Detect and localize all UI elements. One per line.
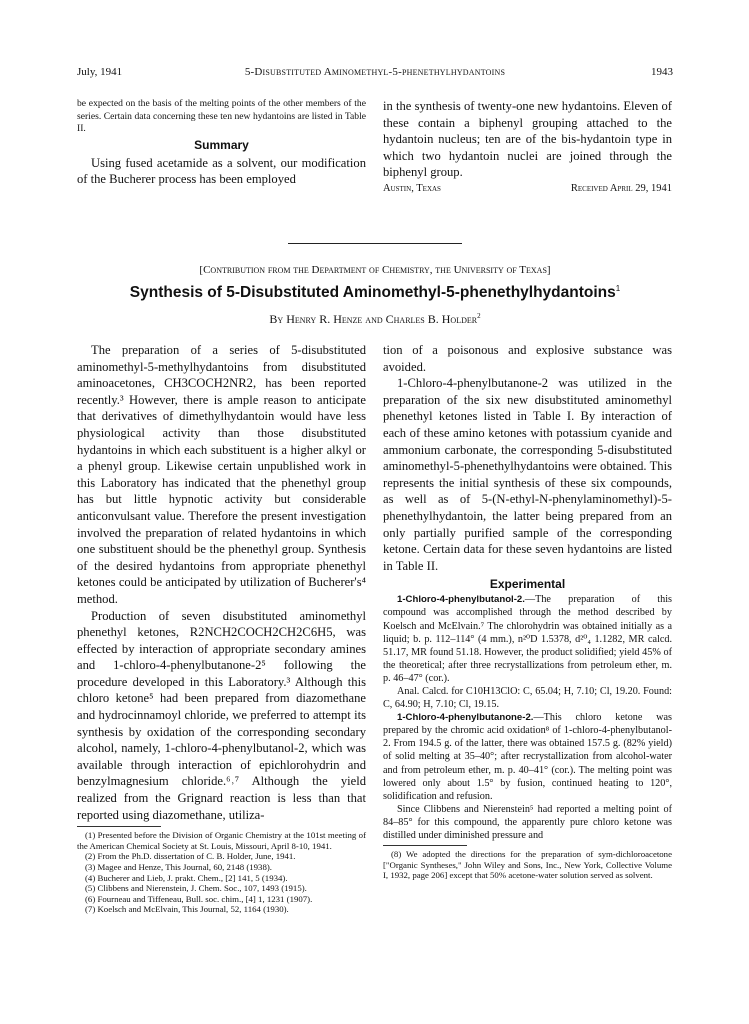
footnote: (2) From the Ph.D. dissertation of C. B. Holder, June, 1941. (85, 851, 296, 862)
title-footnote-mark: 1 (615, 284, 621, 293)
byline-by: By (269, 312, 284, 326)
running-title: 5-Disubstituted Aminomethyl-5-phenethylhydantoins (244, 66, 506, 78)
article-title (77, 284, 673, 302)
location: Austin, Texas (383, 182, 441, 194)
footnote-8: (8) We adopted the directions for the preparation of sym-dichloroacetone ["Organic Syntheses," John Wiley and Sons, Inc., New York, Collective Volume I, 1932, page 206] except that 50% acetone-water solution served as solvent. (383, 849, 672, 881)
author-holder: Charles B. Holder (385, 312, 478, 326)
runin-title-chlorobutanol: 1-Chloro-4-phenylbutanol-2. (397, 594, 525, 606)
previous-article-right-column (383, 98, 672, 194)
article-left-column (77, 342, 366, 915)
author-footnote-mark: 2 (477, 312, 481, 320)
footnotes (77, 830, 366, 915)
article-right-column (383, 342, 672, 881)
experimental-paragraph-1 (383, 593, 672, 685)
article-title-text: Synthesis of 5-Disubstituted Aminomethyl-5-phenethylhydantoins (129, 284, 616, 302)
footnote: (7) Koelsch and McElvain, This Journal, 52, 1164 (1930). (85, 904, 289, 915)
issue-date: July, 1941 (77, 66, 123, 78)
previous-article-left-column (77, 98, 366, 188)
footnote: (5) Clibbens and Nierenstein, J. Chem. Soc., 107, 1493 (1915). (85, 883, 307, 894)
byline-and: and (365, 312, 383, 326)
footnote: (6) Fourneau and Tiffeneau, Bull. soc. chim., [4] 1, 1231 (1907). (85, 893, 313, 904)
experimental-heading: Experimental (489, 577, 566, 592)
footnote-divider-right (383, 845, 467, 846)
preparation-paragraph: 1-Chloro-4-phenylbutanone-2 was utilized in the preparation of the six new disubstituted aminomethyl phenethyl ketones listed in Table I. By interaction of each of these amino ketones with potassium cyanide and ammonium carbonate, the corresponding 5-disubstituted aminomethyl-5-phenethylhydantoins were obtained. This represents the initial synthesis of these six compounds, as well as of 5-(N-ethyl-N-phenylaminomethyl)-5-phenethylhydantoin, the latter being prepared from an only partially purified sample of the corresponding ketone. Certain data for these seven hydantoins are listed in Table II. (383, 376, 672, 573)
experimental-paragraph-3: Since Clibbens and Nierenstein⁵ had reported a melting point of 84–85° for this compound, the apparently pure chloro ketone was distilled under diminished pressure and (383, 803, 672, 841)
footnote: (3) Magee and Henze, This Journal, 60, 2148 (1938). (85, 862, 272, 872)
received-date: Received April 29, 1941 (570, 182, 672, 194)
footnote: (1) Presented before the Division of Organic Chemistry at the 101st meeting of the American Chemical Society at St. Louis, Missouri, April 8-10, 1941. (77, 830, 366, 851)
experimental-paragraph-2 (383, 711, 672, 803)
summary-text-left: Using fused acetamide as a solvent, our modification of the Bucherer process has been employed (77, 155, 366, 187)
intro-paragraph: The preparation of a series of 5-disubstituted aminomethyl-5-methylhydantoins from disubstituted aminoacetones, CH3COCH2NR2, has been reported recently.³ However, there is ample reason to anticipate that derivatives of dimethylhydantoin would have less physiological activity than those disubstituted hydantoins in which each substituent is a higher alkyl or a phenyl group. Likewise certain unpublished work in this Laboratory has indicated that the phenethyl group has but little hypnotic activity but considerable anticonvulsant value. Therefore the present investigation involved the preparation of related hydantoins in which one substituent should be the phenethyl group. Synthesis of the desired hydantoins from appropriate phenethyl ketones could be anticipated by utilization of Bucherer's⁴ method. (77, 343, 366, 606)
analysis-line: Anal. Calcd. for C10H13ClO: C, 65.04; H, 7.10; Cl, 19.20. Found: C, 64.90; H, 7.10; Cl, 19.15. (383, 685, 672, 711)
experimental-text-1: —The preparation of this compound was accomplished through the method described by Koelsch and McElvain.⁷ The chlorohydrin was obtained initially as a liquid; b. p. 112–114° (4 mm.), n²⁰D 1.5378, d²⁰₄ 1.1282, MR calcd. 51.17, MR found 51.18. However, the product solidified; yield 45% of the theoretical; after three recrystallizations from petroleum ether, m. p. 46–47° (cor.). (383, 594, 672, 684)
footnote-divider (77, 826, 161, 827)
section-divider (288, 243, 462, 244)
byline (77, 312, 673, 327)
received-line (383, 183, 672, 194)
runin-title-chlorobutanone: 1-Chloro-4-phenylbutanone-2. (397, 712, 534, 724)
continuation-paragraph: tion of a poisonous and explosive substance was avoided. (383, 343, 672, 374)
previous-article-text: be expected on the basis of the melting points of the other members of the series. Certain data concerning these ten new hydantoins are listed in Table II. (77, 98, 366, 135)
author-henze: Henry R. Henze (286, 312, 363, 326)
page-number: 1943 (651, 66, 673, 78)
summary-text-right: in the synthesis of twenty-one new hydantoins. Eleven of these contain a biphenyl grouping attached to the hydantoin nucleus; ten are of the bis-hydantoin type in which two hydantoin nuclei are joined through the biphenyl group. (383, 99, 672, 180)
experimental-text-2: —This chloro ketone was prepared by the chromic acid oxidation⁸ of 1-chloro-4-phenylbutanol-2. From 194.5 g. of the latter, there was obtained 157.5 g. (82% yield) of solid melting at 35–40°; after recrystallization from alcohol-water and from petroleum ether, m. p. 40–41° (cor.). The melting point was lowered only about 1.5° by fusion, continued heating to 120°, solidification and refusion. (383, 712, 672, 802)
page-header (77, 66, 673, 82)
summary-heading: Summary (194, 137, 249, 152)
contribution-line: [Contribution from the Department of Chemistry, the University of Texas] (199, 264, 551, 276)
footnote: (4) Bucherer and Lieb, J. prakt. Chem., [2] 141, 5 (1934). (85, 872, 288, 883)
production-paragraph: Production of seven disubstituted aminomethyl phenethyl ketones, R2NCH2COCH2CH2C6H5, was effected by interaction of appropriate secondary amines and 1-chloro-4-phenylbutanone-2⁵ following the procedure developed in this Laboratory.³ Although this chloro ketone⁵ had been prepared from diazomethane and hydrocinnamoyl chloride, we preferred to attempt its synthesis by oxidation of the corresponding secondary alcohol, namely, 1-chloro-4-phenylbutanol-2, which was available through interaction of epichlorohydrin and benzylmagnesium chloride.⁶˒⁷ Although the yield realized from the Grignard reaction is less than that reported using diazomethane, utiliza- (77, 608, 366, 822)
